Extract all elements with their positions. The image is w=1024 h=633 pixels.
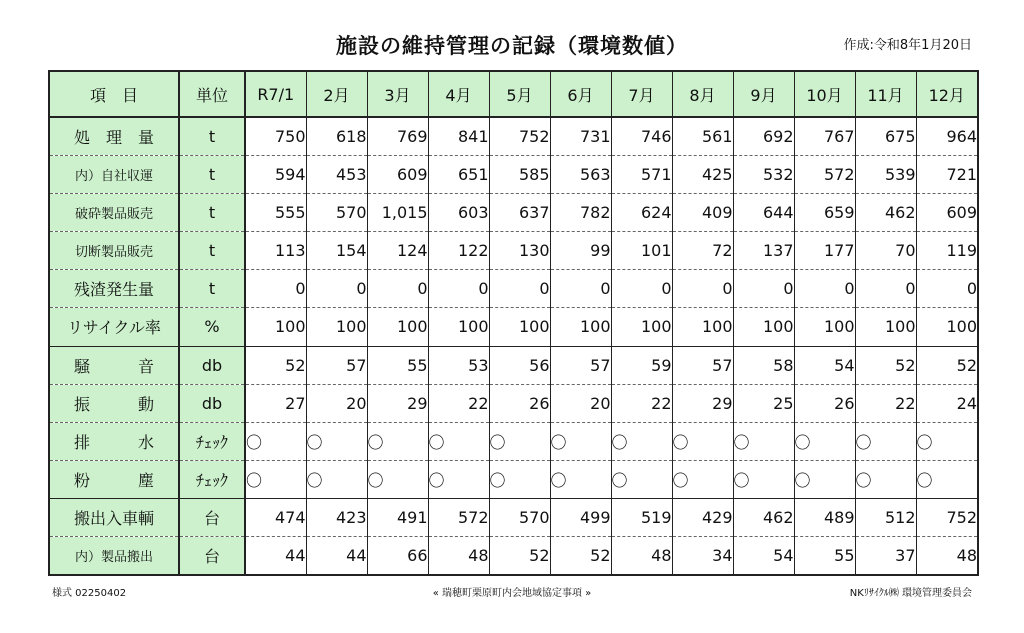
check-mark: 〇 [550,422,611,460]
table-header-row [49,71,978,117]
value-cell: 624 [611,193,672,231]
value-cell: 66 [367,537,428,575]
row-label: 破砕製品販売 [49,193,179,231]
check-mark: 〇 [550,460,611,498]
value-cell: 52 [489,537,550,575]
value-cell: 29 [367,384,428,422]
header-month: 5月 [489,71,550,117]
value-cell: 0 [550,270,611,308]
check-mark: 〇 [428,422,489,460]
value-cell: 0 [367,270,428,308]
header-unit: 単位 [179,71,245,117]
value-cell: 539 [855,155,916,193]
check-mark: 〇 [306,422,367,460]
table-row [49,384,978,422]
value-cell: 100 [245,308,306,346]
value-cell: 24 [916,384,978,422]
value-cell: 659 [794,193,855,231]
table-row [49,422,978,460]
row-unit: % [179,308,245,346]
value-cell: 54 [794,346,855,384]
page-title: 施設の維持管理の記録（環境数値） [336,34,688,58]
value-cell: 841 [428,117,489,155]
row-unit: ﾁｪｯｸ [179,460,245,498]
value-cell: 782 [550,193,611,231]
value-cell: 57 [672,346,733,384]
value-cell: 0 [794,270,855,308]
header-month: 4月 [428,71,489,117]
table-row [49,193,978,231]
value-cell: 55 [367,346,428,384]
header-month: 8月 [672,71,733,117]
check-mark: 〇 [245,422,306,460]
check-mark: 〇 [367,460,428,498]
value-cell: 767 [794,117,855,155]
value-cell: 532 [733,155,794,193]
value-cell: 52 [550,537,611,575]
value-cell: 489 [794,499,855,537]
value-cell: 44 [306,537,367,575]
value-cell: 563 [550,155,611,193]
environment-record-table [48,70,979,576]
value-cell: 570 [489,499,550,537]
check-mark: 〇 [855,460,916,498]
check-mark: 〇 [245,460,306,498]
value-cell: 57 [550,346,611,384]
value-cell: 100 [916,308,978,346]
check-mark: 〇 [489,422,550,460]
value-cell: 637 [489,193,550,231]
value-cell: 499 [550,499,611,537]
value-cell: 0 [611,270,672,308]
value-cell: 100 [733,308,794,346]
row-label: 内）自社収運 [49,155,179,193]
check-mark: 〇 [855,422,916,460]
value-cell: 20 [306,384,367,422]
check-mark: 〇 [611,460,672,498]
check-mark: 〇 [916,460,978,498]
check-mark: 〇 [794,422,855,460]
value-cell: 100 [367,308,428,346]
value-cell: 0 [245,270,306,308]
value-cell: 52 [916,346,978,384]
value-cell: 113 [245,232,306,270]
row-unit: t [179,232,245,270]
value-cell: 122 [428,232,489,270]
form-number: 様式 02250402 [52,588,127,599]
value-cell: 100 [428,308,489,346]
header-month: 10月 [794,71,855,117]
value-cell: 609 [367,155,428,193]
table-row [49,460,978,498]
value-cell: 572 [428,499,489,537]
table-row [49,232,978,270]
row-unit: t [179,193,245,231]
value-cell: 462 [733,499,794,537]
header-month: 7月 [611,71,672,117]
value-cell: 964 [916,117,978,155]
value-cell: 101 [611,232,672,270]
value-cell: 44 [245,537,306,575]
value-cell: 750 [245,117,306,155]
value-cell: 571 [611,155,672,193]
organization-name: NKﾘｻｲｸﾙ㈱ 環境管理委員会 [849,588,972,599]
value-cell: 56 [489,346,550,384]
value-cell: 48 [428,537,489,575]
table-row [49,155,978,193]
value-cell: 731 [550,117,611,155]
table-row [49,537,978,575]
value-cell: 53 [428,346,489,384]
value-cell: 100 [306,308,367,346]
row-label: 切断製品販売 [49,232,179,270]
value-cell: 124 [367,232,428,270]
value-cell: 519 [611,499,672,537]
value-cell: 594 [245,155,306,193]
value-cell: 58 [733,346,794,384]
value-cell: 585 [489,155,550,193]
value-cell: 57 [306,346,367,384]
check-mark: 〇 [306,460,367,498]
value-cell: 37 [855,537,916,575]
value-cell: 555 [245,193,306,231]
row-label: 排 水 [49,422,179,460]
table-row [49,270,978,308]
value-cell: 491 [367,499,428,537]
check-mark: 〇 [672,460,733,498]
value-cell: 752 [916,499,978,537]
value-cell: 512 [855,499,916,537]
check-mark: 〇 [428,460,489,498]
table-row [49,499,978,537]
header-month: 3月 [367,71,428,117]
row-unit: 台 [179,537,245,575]
value-cell: 100 [794,308,855,346]
value-cell: 409 [672,193,733,231]
value-cell: 54 [733,537,794,575]
value-cell: 20 [550,384,611,422]
row-unit: t [179,117,245,155]
value-cell: 0 [672,270,733,308]
created-date: 作成:令和8年1月20日 [843,38,972,53]
value-cell: 26 [489,384,550,422]
value-cell: 52 [855,346,916,384]
value-cell: 22 [611,384,672,422]
value-cell: 429 [672,499,733,537]
header-month: 11月 [855,71,916,117]
value-cell: 22 [855,384,916,422]
table-row [49,346,978,384]
header-month: 2月 [306,71,367,117]
value-cell: 769 [367,117,428,155]
value-cell: 100 [855,308,916,346]
check-mark: 〇 [367,422,428,460]
value-cell: 130 [489,232,550,270]
value-cell: 1,015 [367,193,428,231]
value-cell: 100 [550,308,611,346]
value-cell: 137 [733,232,794,270]
value-cell: 474 [245,499,306,537]
value-cell: 119 [916,232,978,270]
value-cell: 0 [733,270,794,308]
value-cell: 99 [550,232,611,270]
value-cell: 561 [672,117,733,155]
row-unit: t [179,155,245,193]
row-label: 内）製品搬出 [49,537,179,575]
row-label: 搬出入車輌 [49,499,179,537]
check-mark: 〇 [916,422,978,460]
table-row [49,308,978,346]
value-cell: 100 [489,308,550,346]
row-unit: ﾁｪｯｸ [179,422,245,460]
row-label: 騒 音 [49,346,179,384]
value-cell: 692 [733,117,794,155]
value-cell: 59 [611,346,672,384]
value-cell: 29 [672,384,733,422]
value-cell: 154 [306,232,367,270]
value-cell: 22 [428,384,489,422]
value-cell: 651 [428,155,489,193]
value-cell: 55 [794,537,855,575]
value-cell: 100 [611,308,672,346]
value-cell: 25 [733,384,794,422]
value-cell: 0 [916,270,978,308]
check-mark: 〇 [733,422,794,460]
value-cell: 453 [306,155,367,193]
check-mark: 〇 [733,460,794,498]
value-cell: 644 [733,193,794,231]
value-cell: 48 [611,537,672,575]
value-cell: 752 [489,117,550,155]
value-cell: 26 [794,384,855,422]
row-unit: 台 [179,499,245,537]
row-label: 振 動 [49,384,179,422]
value-cell: 52 [245,346,306,384]
value-cell: 425 [672,155,733,193]
check-mark: 〇 [489,460,550,498]
value-cell: 0 [306,270,367,308]
value-cell: 100 [672,308,733,346]
row-label: 粉 塵 [49,460,179,498]
value-cell: 27 [245,384,306,422]
value-cell: 609 [916,193,978,231]
value-cell: 72 [672,232,733,270]
row-label: リサイクル率 [49,308,179,346]
value-cell: 70 [855,232,916,270]
value-cell: 0 [489,270,550,308]
value-cell: 570 [306,193,367,231]
value-cell: 618 [306,117,367,155]
value-cell: 572 [794,155,855,193]
row-unit: t [179,270,245,308]
row-label: 処 理 量 [49,117,179,155]
header-month: R7/1 [245,71,306,117]
table-row [49,117,978,155]
row-unit: db [179,384,245,422]
header-item: 項 目 [49,71,179,117]
agreement-note: « 瑞穂町栗原町内会地域協定事項 » [432,588,592,599]
check-mark: 〇 [672,422,733,460]
value-cell: 675 [855,117,916,155]
value-cell: 603 [428,193,489,231]
row-label: 残渣発生量 [49,270,179,308]
check-mark: 〇 [611,422,672,460]
row-unit: db [179,346,245,384]
value-cell: 423 [306,499,367,537]
header-month: 12月 [916,71,978,117]
value-cell: 746 [611,117,672,155]
value-cell: 0 [428,270,489,308]
value-cell: 462 [855,193,916,231]
value-cell: 0 [855,270,916,308]
value-cell: 177 [794,232,855,270]
value-cell: 34 [672,537,733,575]
value-cell: 721 [916,155,978,193]
check-mark: 〇 [794,460,855,498]
header-month: 9月 [733,71,794,117]
value-cell: 48 [916,537,978,575]
header-month: 6月 [550,71,611,117]
